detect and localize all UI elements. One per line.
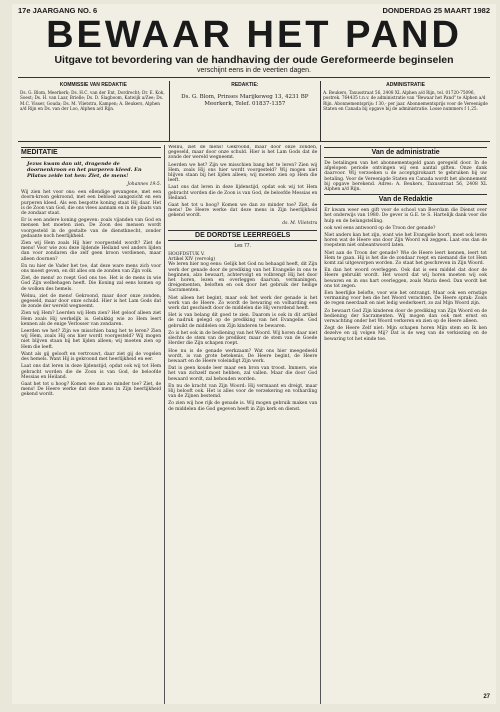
leerregels-paragraph: Niet alleen het begint, maar ook het werk der genade is het werk van de Heere. Zo wordt de bewaring en volharding een werk dat geschiedt door de middelen die Hij verordend heeft. <box>168 295 318 312</box>
redaktie-paragraph: Niet aan de Troon der genade? Wie de Heere leert kennen, leert tot Hem te gaan. Hij is het die de zondaar roept en niemand die tot Hem komt zal uitgeworpen worden. Zo staat het geschreven in Zijn Woord. <box>324 250 487 267</box>
issue-number: 17e JAARGANG NO. 6 <box>18 6 98 15</box>
leerregels-section: HOOFDSTUK V. <box>168 252 205 258</box>
redaktie-heading: Van de Redaktie <box>324 194 487 205</box>
redaktie-paragraph: Niet anders kan het zijn, want wie het Evangelie hoort, moet ook leren horen wat de Heere ons door Zijn Woord wil zeggen. Laat ons dan de roepstem niet onbeantwoord laten. <box>324 233 487 249</box>
leerregels-paragraph: We leren hier nog eens: Gelijk het God nu behaagd heeft, dit Zijn werk der genade door de prediking van het Evangelie in ons te beginnen, alzo bewaart, achtervolgt en volbrengt Hij het door het horen, lezen en overleggen daarvan, vermaningen, dreigementen, beloften en ook door het gebruik der heilige Sacramenten. <box>168 262 318 294</box>
issue-date: DONDERDAG 25 MAART 1982 <box>382 6 490 15</box>
leerregels-paragraph: En nu de kracht van Zijn Woord: Hij vermaant en dreigt, maar Hij belooft ook. Het is alles voor de verzekering en volharding van de Zijnen bestemd. <box>168 383 318 400</box>
meditatie-signature: ds. M. Vlietstra <box>282 220 318 226</box>
leerregels-heading: DE DORDTSE LEERREGELS <box>168 230 317 241</box>
meditatie-paragraph: Ziet, de mens! zo roept God ons toe. Het is de mens in wie God Zijn welbehagen heeft. Die Koning zal eens komen op de wolken des hemels. <box>21 276 162 292</box>
meditatie-paragraph: Leerden we het? Zijn we misschien bang het te leren? Zien wij Hem, zoals Hij ons hier wordt voorgesteld? Wij mogen niet blijven staan bij het lijden alleen; wij moeten zien op Hem die leeft. <box>21 329 162 350</box>
meditatie-continued: Gaat het tot u hoog? Komen we dan zo minder toe? Ziet, de mens! De Heere werke dat deze mens in Zijn heerlijkheid gekend wordt. <box>168 203 318 219</box>
redactie-heading: REDAKTIE: <box>231 82 259 88</box>
leerregels-paragraph: Dat is geen koude leer maar een bron van troost. Immers, wie het van zichzelf moet hebben, zal vallen. Maar die door God bewaard wordt, zal behouden worden. <box>168 366 318 382</box>
meditatie-continued: Welnu, ziet de mens! Gekroond, maar door onze zonden, gegeseld, maar door onze schuld. Hier is het Lam Gods dat de zonde der wereld wegneemt. <box>168 145 318 161</box>
commission-box <box>18 81 169 141</box>
admin-text: A. Beukers, Taxusstraat 56, 2408 XL Alphen a/d Rijn, tel. 01720-75096, postrek. 764435 t.n.v. de administratie van "Bewaar het Pand" te Alphen a/d Rijn. Abonnementsprijs: f 30,- per jaar. Abonnementsprijs voor de Vereenigde Staten en Canada bij opgave bij de administratie. Losse nummers f 1,25. <box>323 90 488 111</box>
meditatie-paragraph: Er is een andere koning gegeven: zoals vijanden van God en mensen het moeten zien. De Zoon des mensen wordt voorgesteld in de gestalte van de dienstknecht, zonder gedaante noch heerlijkheid. <box>21 218 162 239</box>
column-right <box>321 145 490 704</box>
redaktie-paragraph: En dan het woord overleggen. Ook dat is een middel dat door de Heere gebruikt wordt. Het woord dat wij horen moeten wij ook bewaren en in ons hart overleggen, zoals Maria deed. Dan wordt het ons tot zegen. <box>324 268 487 289</box>
commission-text: Ds. G. Blom, Meerkerk; Ds. H.C. van der Ent, Dordrecht; Dr. E. Kok, Soest; Ds. H. van Laar, Brielle; Ds. D. Slagboom, Katwijk a/Zee; Ds. M.C. Visser, Gouda; Ds. M. Vlietstra, Kampen; A. Beukers, Alphen a/d Rijn en Ds. van der Loo, Alphen a/d Rijn. <box>20 90 165 111</box>
redaktie-paragraph: Zo bewaart God Zijn kinderen door de prediking van Zijn Woord en de bediening der Sacramenten. Wij mogen dan ook met ernst en verwachting onder het Woord verkeren en zien op de Heere alleen. <box>324 308 487 325</box>
administratie-text: De betalingen van het abonnementsgeld gaan geregeld door. In de afgelopen periode ontvingen wij een aantal giften. Onze dank daarvoor. Wij verzoeken u de acceptgirokaart te gebruiken bij uw betaling. Voor de Vereenigde Staten en Canada wordt het abonnement bij opgave berekend. Adres: A. Beukers, Taxusstraat 56, 2408 XL Alphen a/d Rijn. <box>324 161 487 193</box>
article-columns <box>18 145 490 704</box>
meditatie-paragraph: Zien wij Hem? Leerden wij Hem zien? Het geloof alleen ziet Hem zoals Hij werkelijk is. Gelukkig wie zo Hem leert kennen als de enige Verlosser van zondaren. <box>21 311 162 327</box>
column-middle <box>164 145 321 704</box>
meditatie-reference: Johannes 19:5. <box>127 182 162 187</box>
commission-heading: KOMMISSIE VAN REDAKTIE <box>59 82 127 88</box>
admin-heading: ADMINISTRATIE <box>386 82 425 88</box>
meditatie-paragraph: Welnu, ziet de mens! Gekroond, maar door onze zonden, gegeseld, maar door onze schuld. Hier is het Lam Gods dat de zonde der wereld wegneemt. <box>21 293 162 310</box>
column-meditatie <box>18 145 164 704</box>
meditatie-paragraph: Laat ons dat leren in deze lijdenstijd, opdat ook wij tot Hem gebracht worden die de Zoon is van God, de beloofde Messias en Heiland. <box>21 364 162 380</box>
redactie-box <box>169 81 322 141</box>
leerregels-paragraph: Het is van belang dit goed te zien. Daarom is ook in dit artikel de nadruk gelegd op de prediking van het Evangelie. God gebruikt de middelen om Zijn kinderen te bewaren. <box>168 313 318 329</box>
meditatie-continued: Leerden we het? Zijn we misschien bang het te leren? Zien wij Hem, zoals Hij ons hier wordt voorgesteld? Wij mogen niet blijven staan bij het lijden alleen; wij moeten zien op Hem die leeft. <box>168 162 318 184</box>
leerregels-article: Artikel XIV (vervolg) <box>168 257 216 263</box>
leerregels-paragraph: Zo is het ook in de bediening van het Woord. Wij horen daar niet slechts de stem van de prediker, maar de stem van de Goede Herder die Zijn schapen roept. <box>168 330 318 347</box>
administratie-heading: Van de administratie <box>324 147 487 158</box>
meditatie-paragraph: Gaat het tot u hoog? Komen we dan zo minder toe? Ziet, de mens! De Heere werke dat deze mens in Zijn heerlijkheid gekend wordt. <box>21 381 162 398</box>
newspaper-page <box>12 4 496 704</box>
admin-box <box>321 81 490 141</box>
masthead-subtitle: Uitgave tot bevordering van de handhaving der oude Gereformeerde beginselen <box>54 54 454 66</box>
redactie-text: Ds. G. Blom, Prinses Marijkeweg 13, 4231 BP Meerkerk, Telef. 01837-1357 <box>181 94 309 108</box>
meditatie-continued: Laat ons dat leren in deze lijdenstijd, opdat ook wij tot Hem gebracht worden die de Zoon is van God, de beloofde Messias en Heiland. <box>168 185 318 201</box>
info-boxes <box>18 81 490 142</box>
meditatie-paragraph: Wij zien het voor ons: een ellendige gevangene, met een doorn-kroon gekroond, met een bebloed aangezicht en een purperen kleed. Als een bespotte koning staat Hij daar. Het is de Zoon van God, die ons vlees aannam en in de plaats van de zondaar staat. <box>21 190 162 217</box>
redaktie-paragraph: Zegt de Heere Zelf niet: Mijn schapen horen Mijn stem en Ik ken dezelve en zij volgen Mij? Dat is de weg van de verkiezing en de bewaring tot het einde toe. <box>324 326 487 342</box>
meditatie-paragraph: En nu hier de Vader het toe, dat deze ware mens zich voor ons moest geven, en dit alles om de zonden van Zijn volk. <box>21 263 162 275</box>
meditatie-paragraph: Want als gij gelooft en vertrouwt, daar ziet gij de vogelen des hemels. Want Hij is gekroond met heerlijkheid en eer. <box>21 351 162 363</box>
redaktie-paragraph: Er kwam weer een gift voor de school van Boerdam die Dienst over het onderwijs van 1980. De gever is G.E. te S. Hartelijk dank voor die hulp en de belangstelling. <box>324 208 487 224</box>
page-number: 27 <box>483 694 490 700</box>
masthead-tagline: verschijnt eens in de veertien dagen. <box>18 66 490 78</box>
leerregels-lesson: Les 77. <box>234 242 251 249</box>
meditatie-paragraph: Zien wij Hem zoals Hij hier voorgesteld wordt? Ziet de mens! Voor wie zou deze lijdende Heiland wel anders lijden dan voor zondaren die zelf geen kroon verdienen, maar alleen doornen? <box>21 241 162 262</box>
leerregels-paragraph: Zo zien wij hoe rijk de genade is. Wij mogen gebruik maken van de middelen die God gegeven heeft in Zijn kerk en dienst. <box>168 401 318 412</box>
meditatie-heading: MEDITATIE <box>21 147 161 158</box>
redaktie-paragraph: ook wel eens antwoord op de Troon der genade? <box>324 225 436 231</box>
masthead-title: BEWAAR HET PAND <box>46 14 462 56</box>
leerregels-paragraph: Hoe nu is de genade werkzaam? Wat ons hier meegedeeld wordt, is van grote betekenis. De Heere begint, de Heere bewaart en de Heere voleindigt Zijn werk. <box>168 348 318 364</box>
meditatie-lead: Jezus kwam dan uit, dragende de doornenkroon en het purperen kleed. En Pilatus zeide tot hen: Ziet, de mens! <box>27 161 142 179</box>
redaktie-paragraph: Een heerlijke belofte, voor wie het ontvangt. Maar ook een ernstige vermaning voor hen die het Woord verachten. De Heere sprak: Zoals de regen neerdaalt en niet ledig wederkeert, zo zal Mijn Woord zijn. <box>324 291 487 307</box>
